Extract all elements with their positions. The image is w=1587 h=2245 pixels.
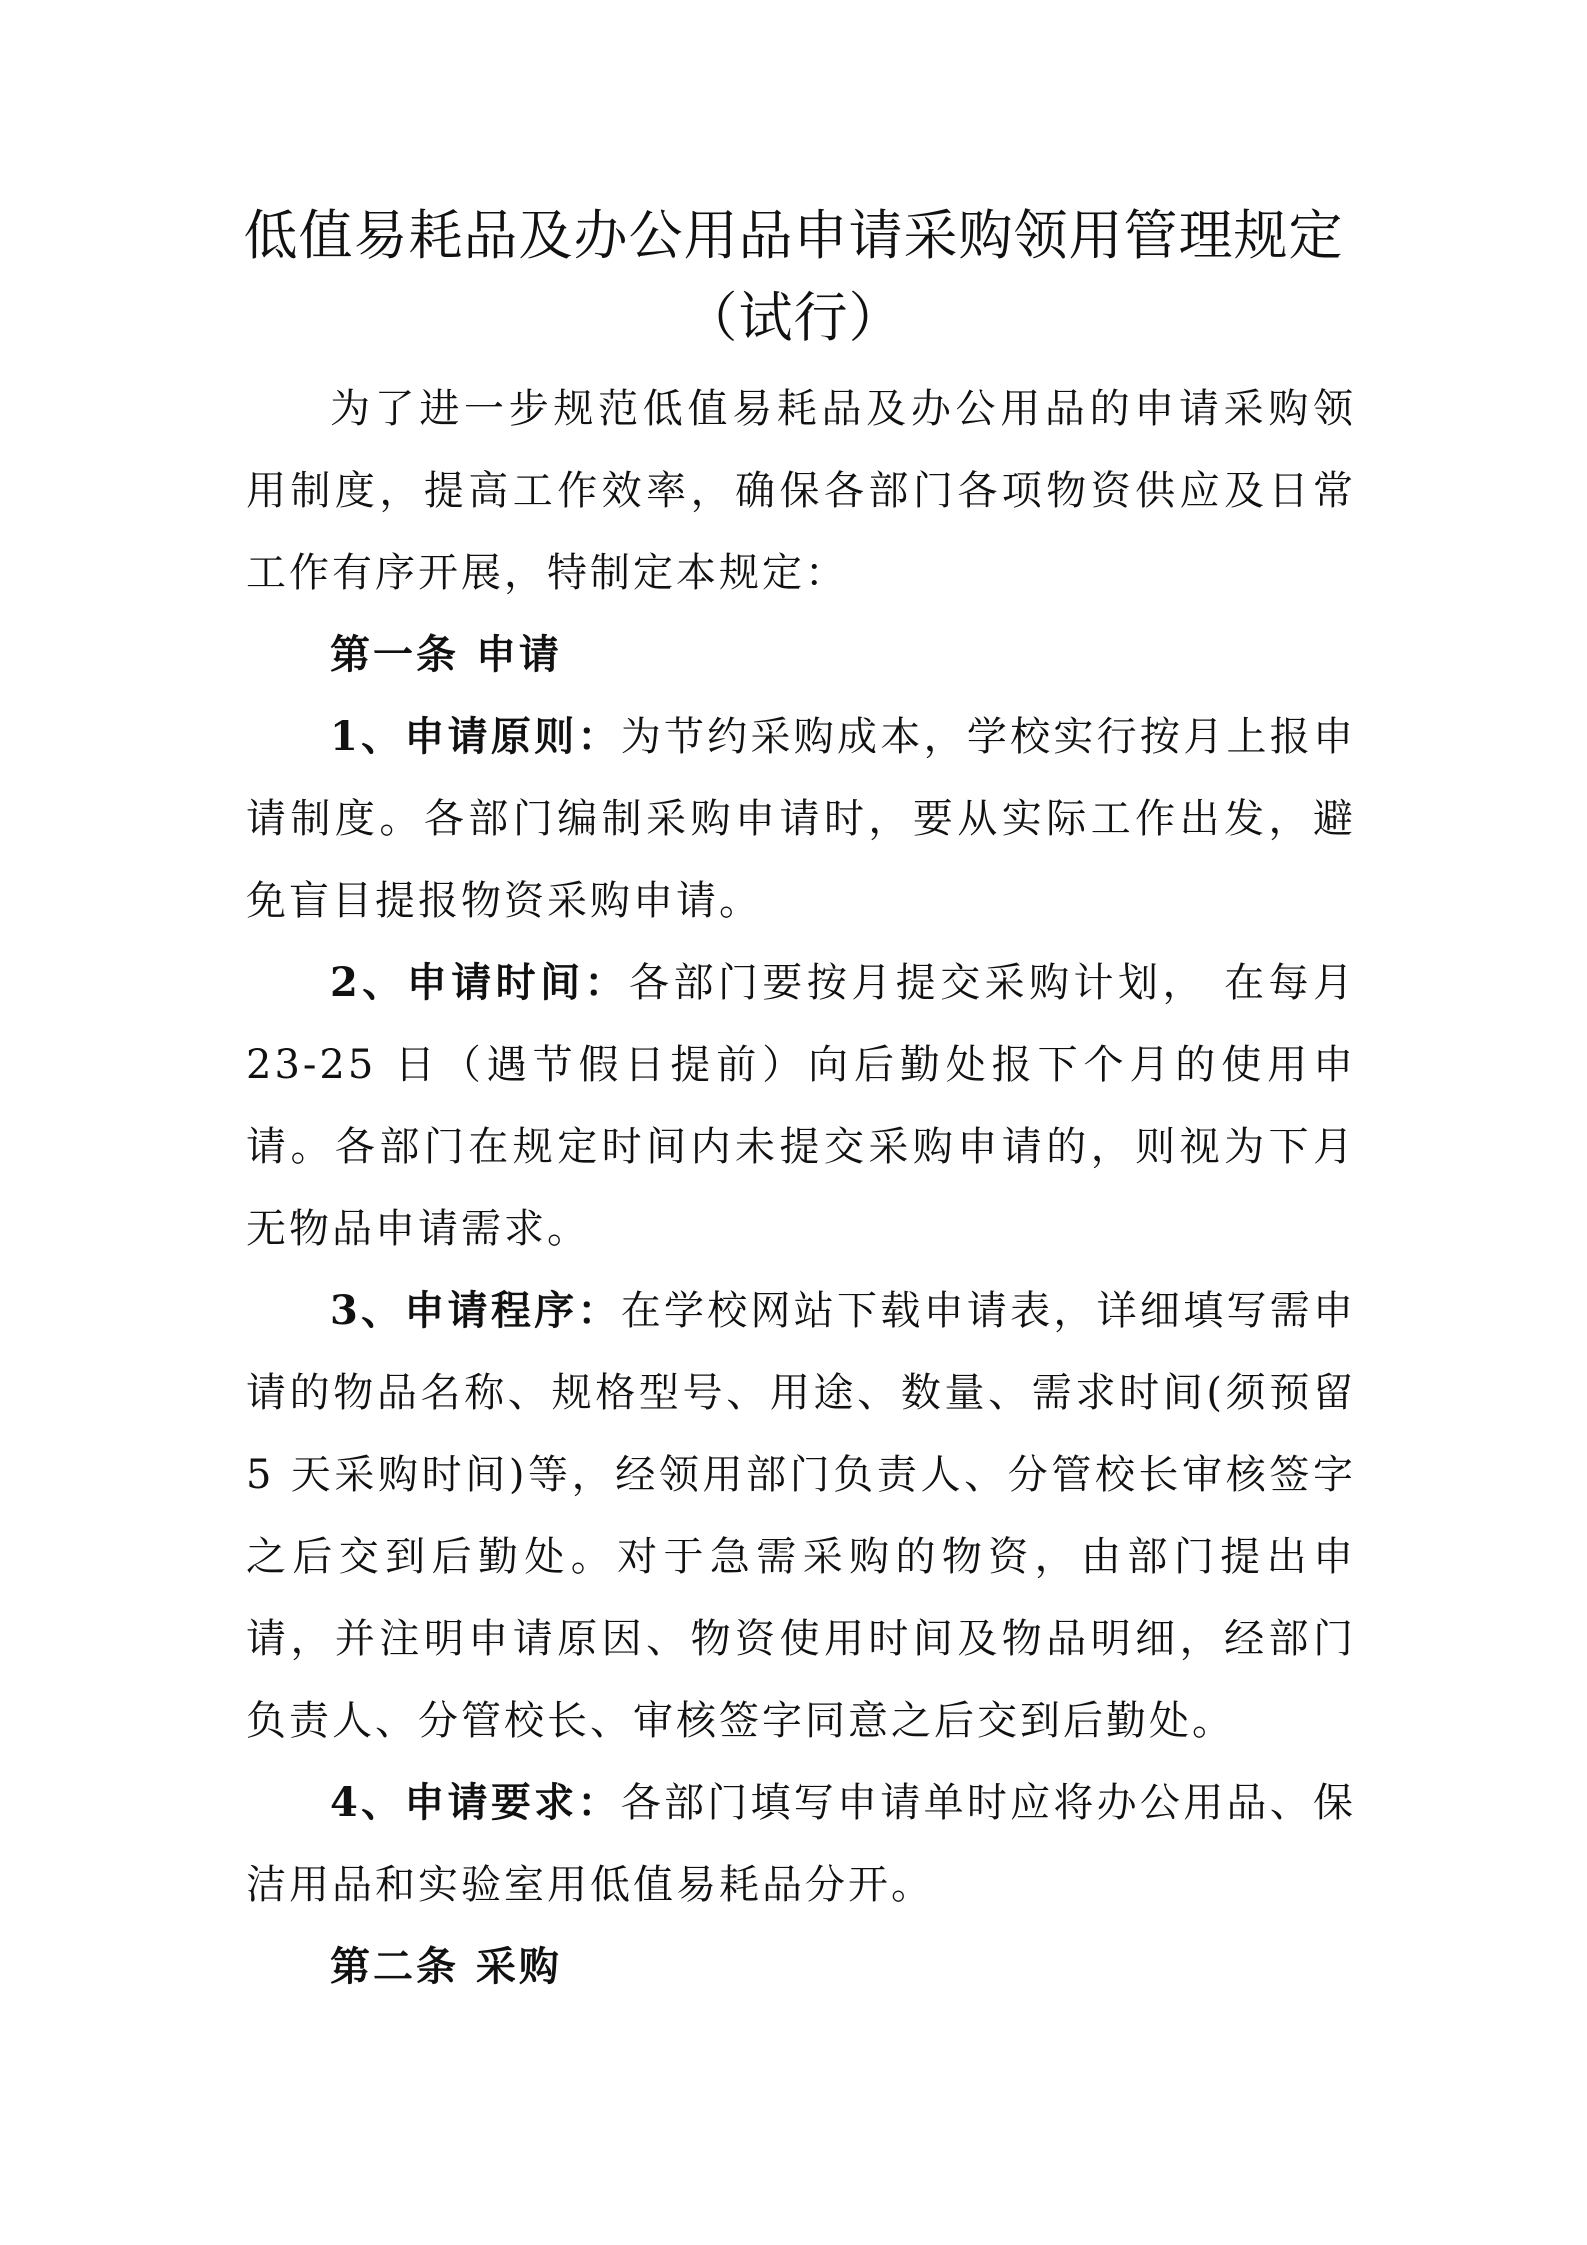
section-heading-purchase: 第二条 采购 [330, 1943, 562, 1990]
clause-label: 2、申请时间： [330, 959, 630, 1006]
clause-apply-procedure [246, 1270, 1356, 1762]
clause-text: 各部门要按月提交采购计划， 在每月 23-25 日（遇节假日提前）向后勤处报下个月的使用申请。各部门在规定时间内未提交采购申请的，则视为下月无物品申请需求。 [246, 960, 1356, 1252]
clause-apply-time [246, 942, 1356, 1270]
clause-label: 1、申请原则： [330, 713, 621, 760]
intro-paragraph: 为了进一步规范低值易耗品及办公用品的申请采购领用制度，提高工作效率，确保各部门各项物资供应及日常工作有序开展，特制定本规定： [246, 386, 1356, 596]
clause-text: 各部门填写申请单时应将办公用品、保洁用品和实验室用低值易耗品分开。 [246, 1780, 1357, 1908]
clause-label: 4、申请要求： [330, 1779, 621, 1826]
clause-label: 3、申请程序： [330, 1287, 621, 1334]
document-subtitle: （试行） [683, 286, 904, 349]
clause-text: 在学校网站下载申请表，详细填写需申请的物品名称、规格型号、用途、数量、需求时间(须预留 5 天采购时间)等，经领用部门负责人、分管校长审核签字之后交到后勤处。对于急需采购的物资，由部门提出申请，并注明申请原因、物资使用时间及物品明细，经部门负责人、分管校长、审核签字同意之后交到后勤处。 [246, 1288, 1357, 1744]
document-title: 低值易耗品及办公用品申请采购领用管理规定 [243, 204, 1344, 267]
document-body [246, 368, 1356, 2008]
clause-apply-principle [246, 696, 1356, 942]
clause-text: 为节约采购成本，学校实行按月上报申请制度。各部门编制采购申请时，要从实际工作出发，避免盲目提报物资采购申请。 [246, 714, 1357, 924]
section-heading-apply: 第一条 申请 [330, 631, 562, 678]
clause-apply-requirement [246, 1762, 1356, 1926]
